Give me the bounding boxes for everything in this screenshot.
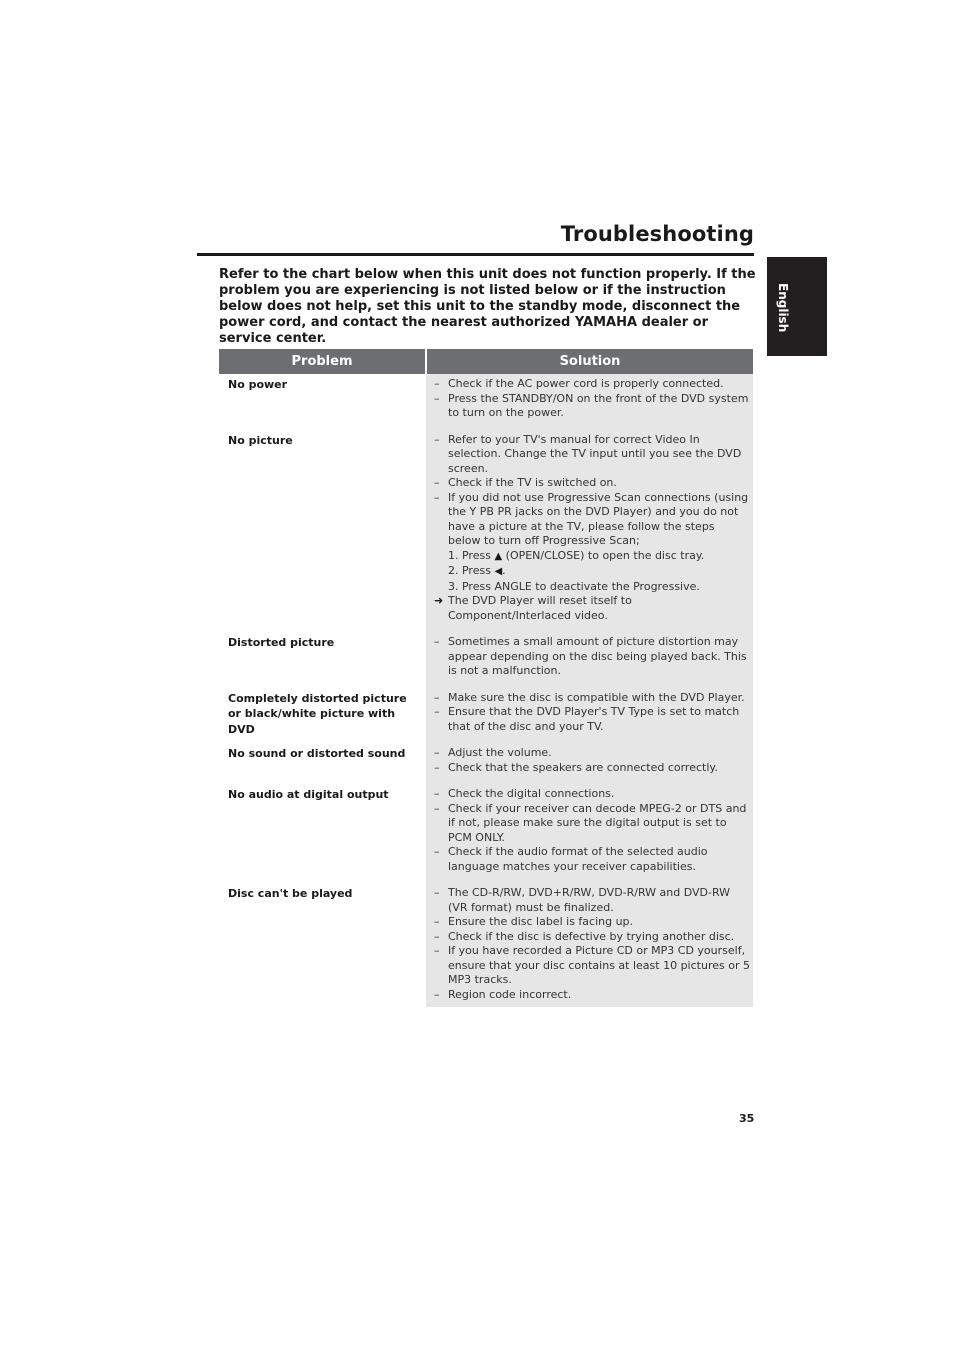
solution-cell (426, 632, 753, 688)
table-row (219, 688, 753, 744)
problem-cell: No power (228, 378, 288, 391)
solution-line: – Ensure that the DVD Player's TV Type is set to match that of the disc and your TV. (434, 705, 750, 734)
table-header-row (219, 349, 753, 374)
solution-column-header: Solution (426, 349, 753, 374)
solution-cell (426, 743, 753, 784)
step-text: 1. Press (448, 548, 495, 562)
solution-line: – Check if the TV is switched on. (434, 476, 750, 491)
table-row (219, 632, 753, 688)
solution-line: – Adjust the volume. (434, 746, 750, 761)
problem-cell: No sound or distorted sound (228, 747, 406, 760)
solution-cell (426, 430, 753, 633)
solution-line: – The CD-R/RW, DVD+R/RW, DVD-R/RW and DVD-RW (VR format) must be finalized. (434, 886, 750, 915)
troubleshooting-table (219, 349, 753, 1007)
solution-line: – Check the digital connections. (434, 787, 750, 802)
problem-cell: No audio at digital output (228, 788, 389, 801)
problem-cell: No picture (228, 433, 293, 447)
solution-line: – Make sure the disc is compatible with the DVD Player. (434, 691, 750, 706)
solution-line: – If you have recorded a Picture CD or MP3 CD yourself, ensure that your disc contains at least 10 pictures or 5 MP3 tracks. (434, 944, 750, 988)
intro-paragraph: Refer to the chart below when this unit does not function properly. If the problem you are experiencing is not listed below or if the instruction below does not help, set this unit to the standby mode, disconnect the power cord, and contact the nearest authorized YAMAHA dealer or service center. (219, 267, 756, 346)
step-text: . (502, 564, 506, 577)
solution-cell (426, 688, 753, 744)
problem-column-header: Problem (219, 349, 426, 374)
step-text: (OPEN/CLOSE) to open the disc tray. (502, 548, 705, 562)
solution-cell (426, 784, 753, 883)
problem-cell: Distorted picture (228, 636, 335, 649)
solution-line: – Region code incorrect. (434, 988, 750, 1003)
solution-line: – Check that the speakers are connected correctly. (434, 761, 750, 776)
problem-cell: Disc can't be played (228, 887, 353, 900)
table-row (219, 743, 753, 784)
solution-cell (426, 883, 753, 1007)
solution-line: – Check if your receiver can decode MPEG-2 or DTS and if not, please make sure the digital output is set to PCM ONLY. (434, 802, 750, 846)
solution-result: ➜ The DVD Player will reset itself to Component/Interlaced video. (434, 594, 750, 623)
language-tab-label: English (776, 283, 790, 333)
page-title: Troubleshooting (560, 222, 754, 246)
table-row (219, 883, 753, 1007)
solution-step (434, 564, 750, 580)
problem-cell: Completely distorted picture or black/white picture with DVD (228, 691, 407, 736)
solution-line: – Refer to your TV's manual for correct Video In selection. Change the TV input until you see the DVD screen. (434, 433, 750, 477)
table-row (219, 784, 753, 883)
solution-line: – Ensure the disc label is facing up. (434, 915, 750, 930)
solution-line: – Sometimes a small amount of picture distortion may appear depending on the disc being played back. This is not a malfunction. (434, 635, 750, 679)
solution-line: – Check if the audio format of the selected audio language matches your receiver capabilities. (434, 845, 750, 874)
solution-line: – Press the STANDBY/ON on the front of the DVD system to turn on the power. (434, 392, 750, 421)
title-rule (197, 253, 754, 256)
solution-line: – Check if the disc is defective by trying another disc. (434, 930, 750, 945)
step-text: 2. Press (448, 564, 495, 577)
page-number: 35 (739, 1112, 755, 1125)
left-arrow-icon: ◀ (494, 566, 503, 577)
language-tab (767, 257, 827, 356)
solution-line: – Check if the AC power cord is properly connected. (434, 377, 750, 392)
solution-step (434, 549, 750, 565)
table-row (219, 374, 753, 430)
table-row (219, 430, 753, 633)
solution-cell (426, 374, 753, 430)
solution-line: – If you did not use Progressive Scan connections (using the Y PB PR jacks on the DVD Player) and you do not have a picture at the TV, please follow the steps below to turn off Progressive Scan; (434, 491, 750, 549)
solution-step: 3. Press ANGLE to deactivate the Progressive. (448, 579, 700, 593)
eject-icon: ▲ (494, 550, 503, 562)
